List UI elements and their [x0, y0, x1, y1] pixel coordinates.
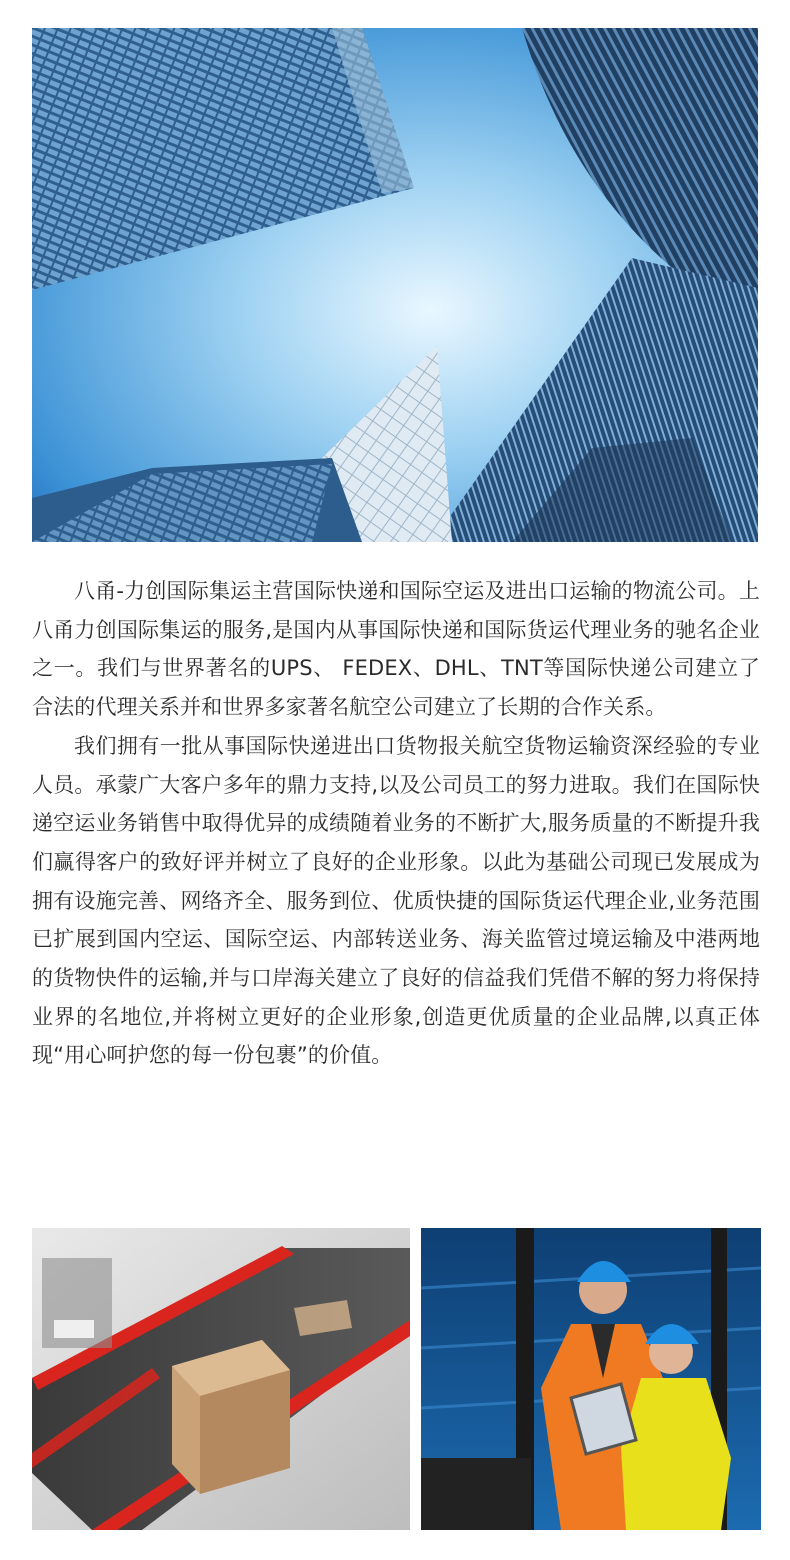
conveyor-belt-parcel-photo-icon [32, 1228, 410, 1530]
workers-photo [421, 1228, 761, 1530]
intro-paragraph-2: 我们拥有一批从事国际快递进出口货物报关航空货物运输资深经验的专业人员。承蒙广大客户多年的鼎力支持,以及公司员工的努力进取。我们在国际快递空运业务销售中取得优异的成绩随着业务的不断扩大,服务质量的不断提升我们赢得客户的致好评并树立了良好的企业形象。以此为基础公司现已发展成为拥有设施完善、网络齐全、服务到位、优质快捷的国际货运代理企业,业务范围已扩展到国内空运、国际空运、内部转送业务、海关监管过境运输及中港两地的货物快件的运输,并与口岸海关建立了良好的信益我们凭借不解的努力将保持业界的名地位,并将树立更好的企业形象,创造更优质量的企业品牌,以真正体现“用心呵护您的每一份包裹”的价值。 [32, 733, 760, 1068]
hero-image [32, 28, 758, 542]
intro-paragraph-1: 八甬-力创国际集运主营国际快递和国际空运及进出口运输的物流公司。上八甬力创国际集运的服务,是国内从事国际快递和国际货运代理业务的驰名企业之一。我们与世界著名的UPS、 FEDEX、DHL、TNT等国际快递公司建立了合法的代理关系并和世界多家著名航空公司建立了长期的合作关系。 [32, 579, 760, 720]
warehouse-workers-forklift-photo-icon [421, 1228, 761, 1530]
company-intro [32, 572, 760, 1075]
conveyor-photo [32, 1228, 410, 1530]
skyscrapers-sky-photo-icon [32, 28, 758, 542]
